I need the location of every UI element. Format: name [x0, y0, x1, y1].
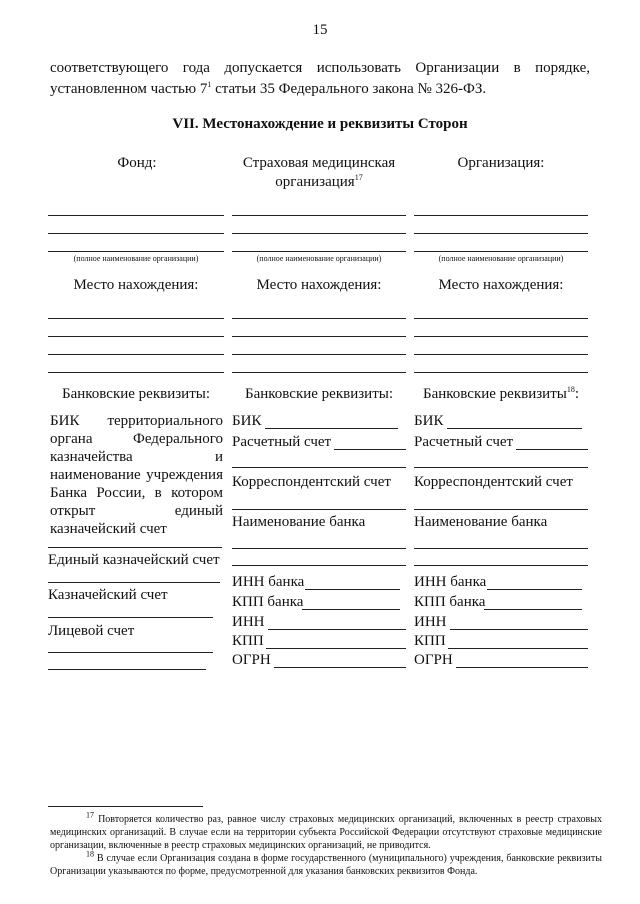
insurer-name-line-1[interactable] — [232, 215, 406, 216]
org-bik-line[interactable] — [447, 428, 582, 429]
insurer-title-line-1: Страховая медицинская — [242, 155, 396, 171]
fund-bank-details-label: Банковские реквизиты: — [61, 386, 210, 402]
fund-bik-value-line[interactable] — [48, 547, 222, 548]
fund-single-account-line[interactable] — [48, 582, 220, 583]
org-inn-label: ИНН — [414, 614, 447, 630]
insurer-kpp-line[interactable] — [266, 648, 406, 649]
insurer-inn-line[interactable] — [268, 629, 406, 630]
intro-line-2-post: статьи 35 Федерального закона № 326-ФЗ. — [211, 81, 487, 97]
fund-single-account-label: Единый казначейский счет — [48, 552, 220, 568]
footnote-18 — [50, 849, 603, 878]
org-correspondent-line[interactable] — [414, 509, 588, 510]
fund-treasury-account-line[interactable] — [48, 617, 213, 618]
insurer-correspondent-line[interactable] — [232, 509, 406, 510]
intro-line-2 — [50, 81, 486, 97]
org-name-line-2[interactable] — [414, 233, 588, 234]
footnote-17-text: Повторяется количество раз, равное числу страховых медицинских организаций, включенных в реестр страховых медицинских организаций. В случае если на территории субъекта Российской Федерации отсутствуют страховые медицинские организации, включенные в реестр страховых медицинских организаций, не приводится. — [50, 814, 602, 851]
org-kpp-label: КПП — [414, 633, 446, 649]
org-kpp-line[interactable] — [448, 648, 588, 649]
insurer-bik-label: БИК — [232, 413, 262, 429]
org-bank-name-line-2[interactable] — [414, 565, 588, 566]
insurer-name-line-2[interactable] — [232, 233, 406, 234]
intro-sup: 1 — [207, 80, 212, 89]
insurer-correspondent-label: Корреспондентский счет — [232, 474, 391, 490]
footnote-18-text: В случае если Организация создана в форме государственного (муниципального) учреждения, банковские реквизиты Организации указываются по форме, предусмотренной для указания банковских реквизитов Фонда. — [50, 853, 603, 877]
intro-line-1: соответствующего года допускается использовать Организации в порядке, — [50, 60, 590, 76]
fund-bik-line-5: Банка России, в котором — [50, 485, 223, 501]
intro-paragraph — [50, 58, 590, 100]
insurer-ogrn-label: ОГРН — [232, 652, 271, 668]
org-kpp-bank-label: КПП банка — [414, 594, 486, 610]
insurer-title-line-2: организация — [275, 174, 355, 190]
footnote-separator — [48, 806, 203, 807]
fund-location-line-4[interactable] — [48, 372, 224, 373]
org-settlement-line-1[interactable] — [516, 449, 588, 450]
insurer-settlement-line-2[interactable] — [232, 467, 406, 468]
fund-treasury-account-label: Казначейский счет — [48, 587, 168, 603]
org-column-title: Организация: — [457, 155, 545, 171]
insurer-name-caption: (полное наименование организации) — [256, 254, 382, 263]
insurer-kpp-bank-label: КПП банка — [232, 594, 304, 610]
fund-name-line-2[interactable] — [48, 233, 224, 234]
insurer-bank-name-label: Наименование банка — [232, 514, 366, 530]
fund-bik-line-4: наименование учреждения — [50, 467, 223, 483]
fund-location-line-2[interactable] — [48, 336, 224, 337]
org-ogrn-line[interactable] — [456, 667, 588, 668]
fund-column-title: Фонд: — [117, 155, 157, 171]
insurer-bank-name-line-1[interactable] — [232, 548, 406, 549]
org-inn-bank-label: ИНН банка — [414, 574, 487, 590]
insurer-settlement-line-1[interactable] — [334, 449, 406, 450]
org-bank-details-label: Банковские реквизиты$^{18}$: — [422, 385, 579, 402]
org-settlement-label: Расчетный счет — [414, 434, 514, 450]
footnote-17 — [50, 810, 602, 852]
insurer-bik-line[interactable] — [265, 428, 398, 429]
intro-line-2-pre: установленном частью 7 — [50, 81, 208, 97]
insurer-settlement-label: Расчетный счет — [232, 434, 332, 450]
org-bank-name-line-1[interactable] — [414, 548, 588, 549]
org-name-caption: (полное наименование организации) — [438, 254, 564, 263]
org-name-line-1[interactable] — [414, 215, 588, 216]
org-location-label: Место нахождения: — [438, 277, 564, 293]
fund-name-line-3[interactable] — [48, 251, 224, 252]
org-bik-label: БИК — [414, 413, 444, 429]
fund-location-line-1[interactable] — [48, 318, 224, 319]
insurer-bank-name-line-2[interactable] — [232, 565, 406, 566]
org-location-line-1[interactable] — [414, 318, 588, 319]
insurer-location-label: Место нахождения: — [256, 277, 382, 293]
insurer-name-line-3[interactable] — [232, 251, 406, 252]
fund-personal-account-label: Лицевой счет — [48, 623, 135, 639]
insurer-inn-bank-label: ИНН банка — [232, 574, 305, 590]
fund-bik-line-3: казначейства и — [50, 449, 223, 465]
org-location-line-3[interactable] — [414, 354, 588, 355]
insurer-column-title — [230, 154, 408, 192]
insurer-kpp-bank-line[interactable] — [302, 609, 400, 610]
fund-bik-line-7: казначейский счет — [50, 521, 167, 537]
org-location-line-4[interactable] — [414, 372, 588, 373]
fund-location-label: Место нахождения: — [73, 277, 199, 293]
fund-location-line-3[interactable] — [48, 354, 224, 355]
insurer-location-line-1[interactable] — [232, 318, 406, 319]
org-inn-line[interactable] — [450, 629, 588, 630]
insurer-location-line-4[interactable] — [232, 372, 406, 373]
org-bank-details-sup: 18 — [566, 385, 575, 394]
org-ogrn-label: ОГРН — [414, 652, 453, 668]
section-heading: VII. Местонахождение и реквизиты Сторон — [172, 116, 468, 132]
insurer-kpp-label: КПП — [232, 633, 264, 649]
fund-personal-account-line-1[interactable] — [48, 652, 213, 653]
fund-personal-account-line-2[interactable] — [48, 669, 206, 670]
org-bank-name-label: Наименование банка — [414, 514, 548, 530]
org-correspondent-label: Корреспондентский счет — [414, 474, 573, 490]
fund-bik-line-6: открыт единый — [50, 503, 223, 519]
footnote-18-number: 18 — [86, 849, 94, 859]
footnote-17-number: 17 — [86, 810, 94, 820]
insurer-bank-details-label: Банковские реквизиты: — [244, 386, 393, 402]
org-inn-bank-line[interactable] — [487, 589, 582, 590]
insurer-location-line-2[interactable] — [232, 336, 406, 337]
insurer-inn-label: ИНН — [232, 614, 265, 630]
fund-name-line-1[interactable] — [48, 215, 224, 216]
page-number: 15 — [312, 22, 328, 38]
fund-bik-block — [50, 412, 223, 538]
org-settlement-line-2[interactable] — [414, 467, 588, 468]
fund-name-caption: (полное наименование организации) — [73, 254, 199, 263]
insurer-ogrn-line[interactable] — [274, 667, 406, 668]
org-name-line-3[interactable] — [414, 251, 588, 252]
fund-bik-line-1: БИК территориального — [50, 413, 223, 429]
org-bank-details-text: Банковские реквизиты — [422, 386, 567, 402]
org-kpp-bank-line[interactable] — [484, 609, 582, 610]
fund-bik-line-2: органа Федерального — [50, 431, 223, 447]
insurer-inn-bank-line[interactable] — [305, 589, 400, 590]
org-location-line-2[interactable] — [414, 336, 588, 337]
insurer-title-sup: 17 — [354, 173, 363, 182]
insurer-location-line-3[interactable] — [232, 354, 406, 355]
